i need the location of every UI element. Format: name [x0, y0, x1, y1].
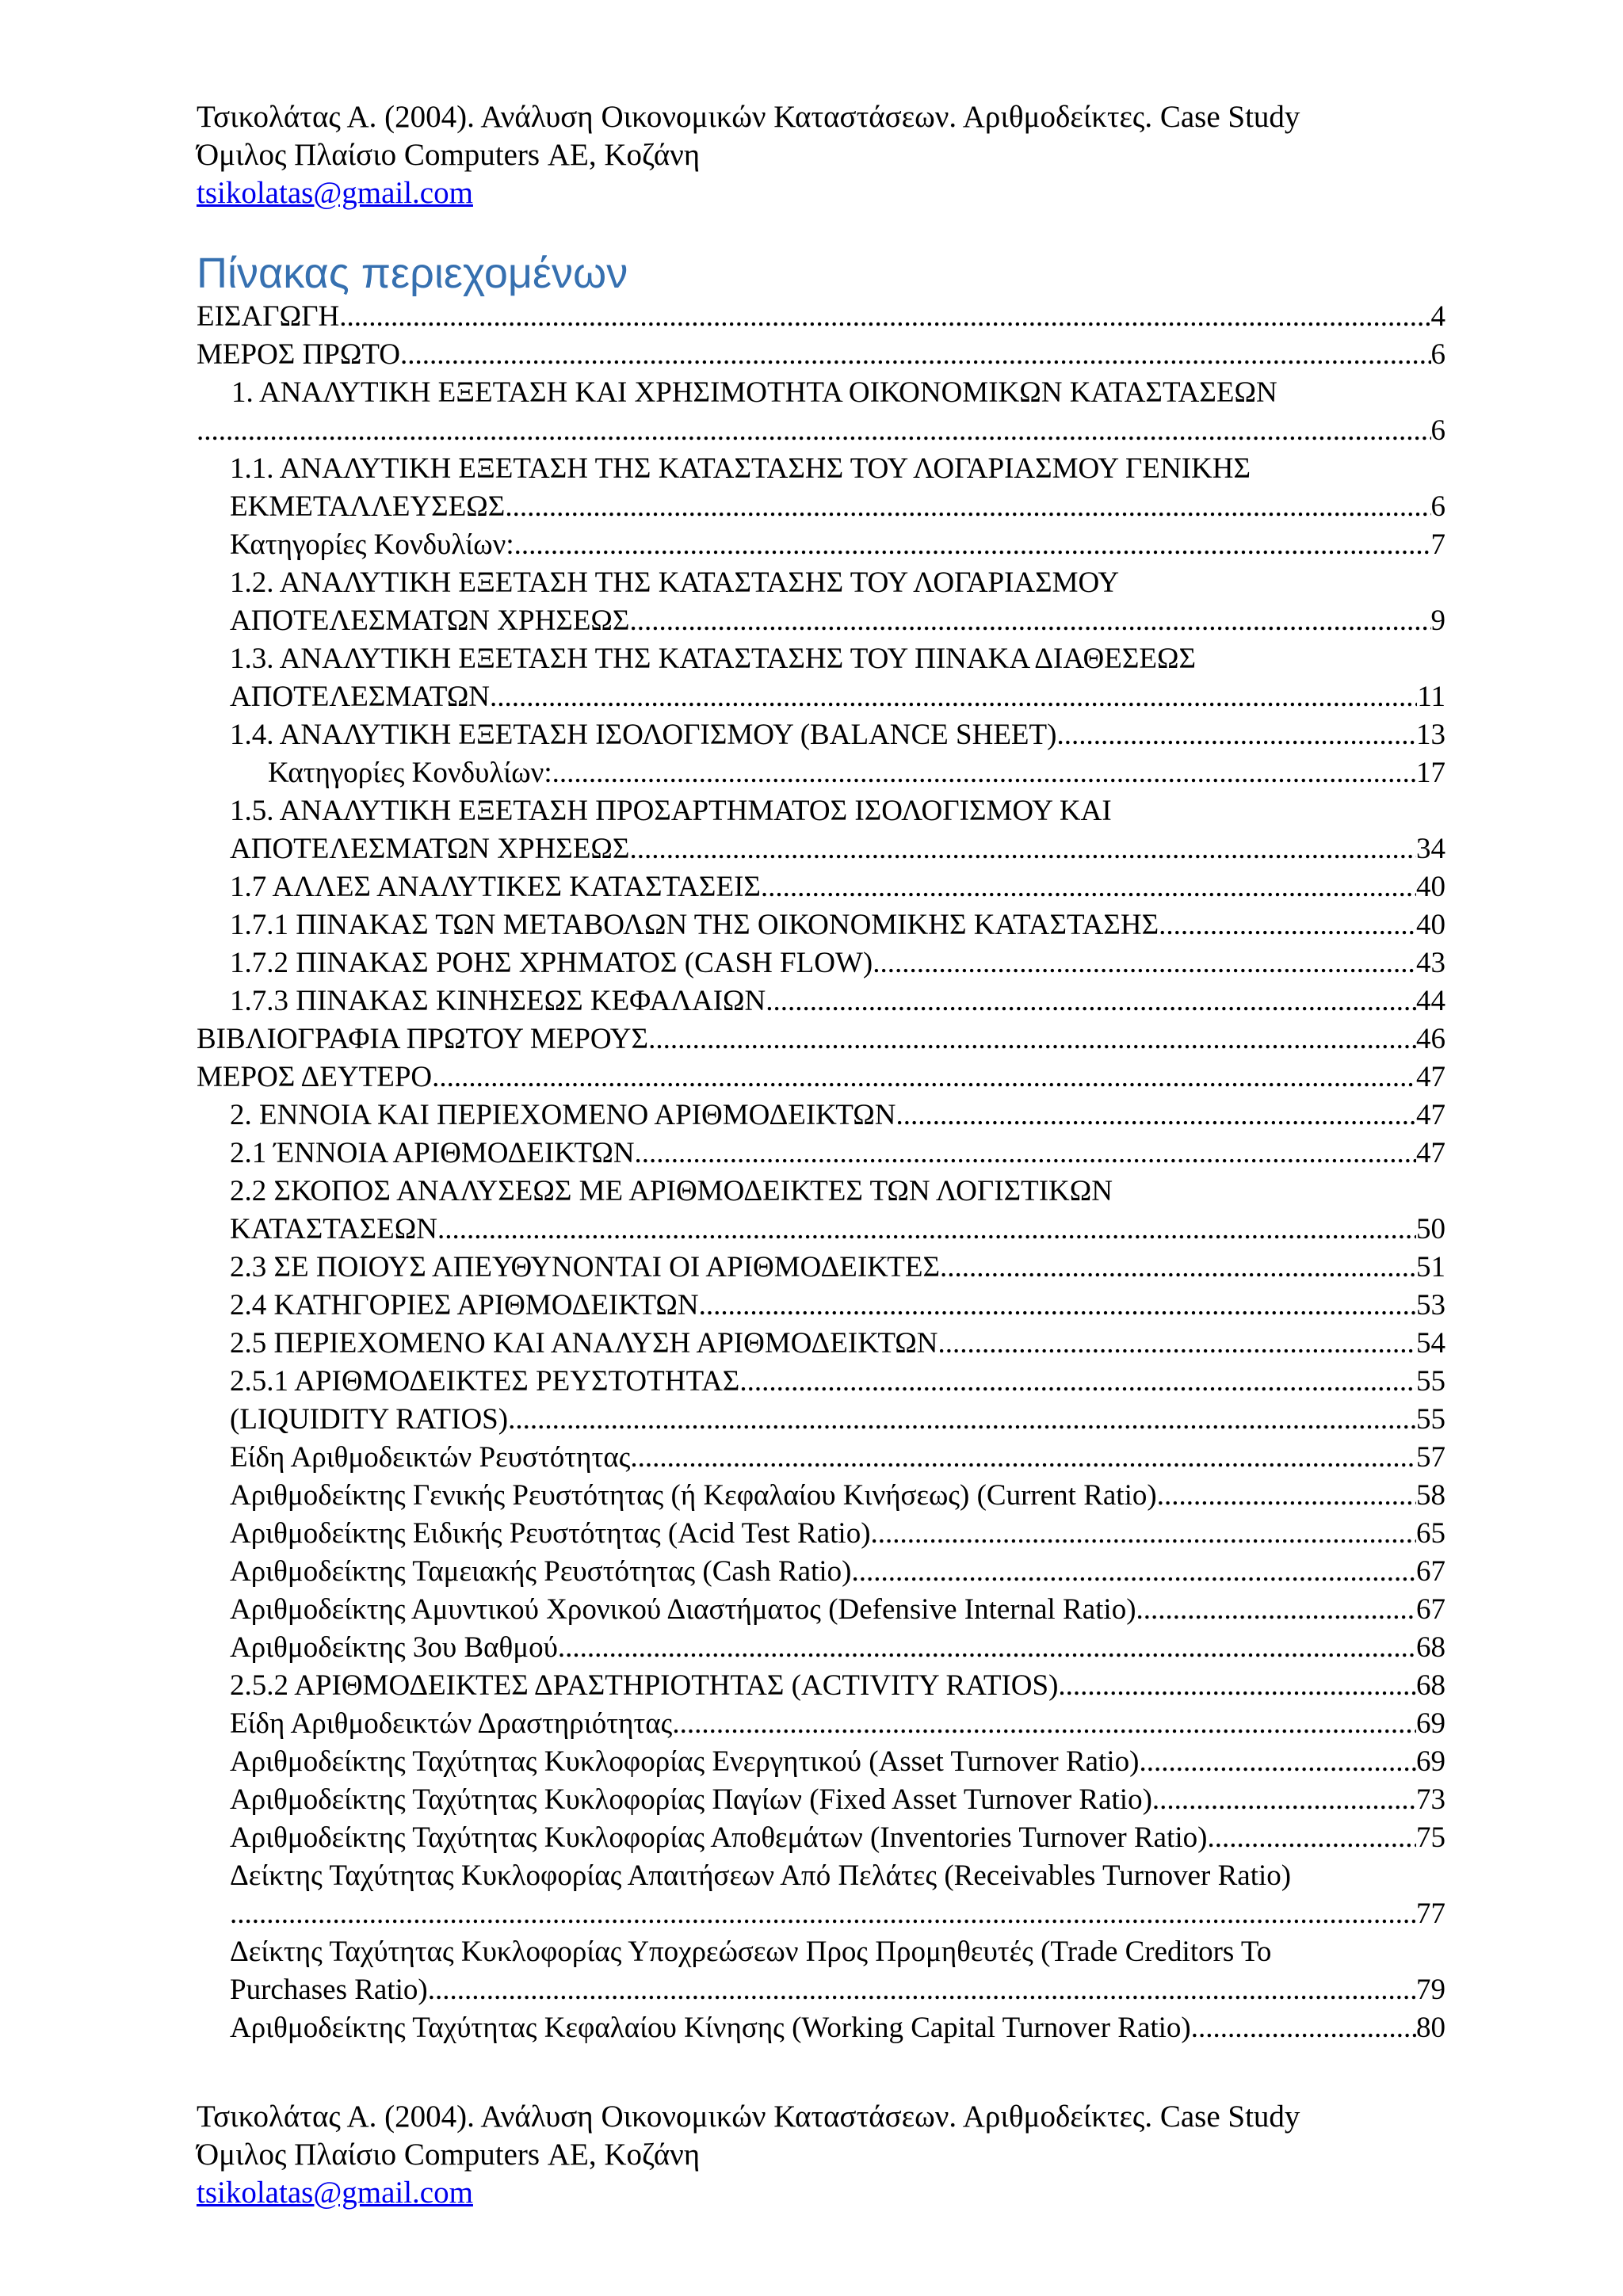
toc-title: Πίνακας περιεχομένων — [197, 250, 628, 297]
header-publisher: Όμιλος Πλαίσιο Computers ΑΕ, Κοζάνη — [197, 138, 701, 172]
toc-entry[interactable]: Αριθμοδείκτης Αμυντικού Χρονικού Διαστήματος (Defensive Internal Ratio) ..... 67 — [197, 1591, 1445, 1629]
table-of-contents — [197, 298, 1445, 2047]
toc-entry[interactable]: Κατηγορίες Κονδυλίων: ..... 17 — [197, 754, 1445, 792]
footer-citation: Τσικολάτας Α. (2004). Ανάλυση Οικονομικών Καταστάσεων. Αριθμοδείκτες. Case Study — [197, 2100, 1300, 2134]
header-email-link[interactable]: tsikolatas@gmail.com — [197, 176, 473, 210]
toc-entry[interactable]: 2. ΕΝΝΟΙΑ ΚΑΙ ΠΕΡΙΕΧΟΜΕΝΟ ΑΡΙΘΜΟΔΕΙΚΤΩΝ ..... 47 — [197, 1097, 1445, 1135]
toc-entry[interactable]: Αριθμοδείκτης Ταμειακής Ρευστότητας (Cash Ratio) ..... 67 — [197, 1553, 1445, 1591]
toc-entry[interactable]: Δείκτης Ταχύτητας Κυκλοφορίας Απαιτήσεων Από Πελάτες (Receivables Turnover Ratio) ..... 77 — [197, 1857, 1445, 1933]
toc-entry[interactable]: Είδη Αριθμοδεικτών Δραστηριότητας ..... 69 — [197, 1705, 1445, 1743]
toc-entry[interactable]: Κατηγορίες Κονδυλίων: ..... 7 — [197, 526, 1445, 564]
page-footer — [197, 2098, 1465, 2212]
footer-email-link[interactable]: tsikolatas@gmail.com — [197, 2176, 473, 2210]
toc-entry[interactable]: 1.3. ΑΝΑΛΥΤΙΚΗ ΕΞΕΤΑΣΗ ΤΗΣ ΚΑΤΑΣΤΑΣΗΣ ΤΟΥ ΠΙΝΑΚΑ ΔΙΑΘΕΣΕΩΣ ΑΠΟΤΕΛΕΣΜΑΤΩΝ ..... 11 — [197, 640, 1445, 716]
toc-entry[interactable]: 2.3 ΣΕ ΠΟΙΟΥΣ ΑΠΕΥΘΥΝΟΝΤΑΙ ΟΙ ΑΡΙΘΜΟΔΕΙΚΤΕΣ ..... 51 — [197, 1249, 1445, 1287]
toc-entry[interactable]: ΜΕΡΟΣ ΔΕΥΤΕΡΟ ..... 47 — [197, 1058, 1445, 1097]
toc-entry[interactable]: 1.7 ΑΛΛΕΣ ΑΝΑΛΥΤΙΚΕΣ ΚΑΤΑΣΤΑΣΕΙΣ ..... 40 — [197, 868, 1445, 906]
toc-entry[interactable]: 1. ΑΝΑΛΥΤΙΚΗ ΕΞΕΤΑΣΗ ΚΑΙ ΧΡΗΣΙΜΟΤΗΤΑ ΟΙΚΟΝΟΜΙΚΩΝ ΚΑΤΑΣΤΑΣΕΩΝ ..... 6 — [197, 374, 1445, 450]
toc-entry[interactable]: Είδη Αριθμοδεικτών Ρευστότητας ..... 57 — [197, 1439, 1445, 1477]
toc-entry[interactable]: 2.1 ΈΝΝΟΙΑ ΑΡΙΘΜΟΔΕΙΚΤΩΝ ..... 47 — [197, 1135, 1445, 1173]
toc-entry[interactable]: Αριθμοδείκτης Ταχύτητας Κυκλοφορίας Ενεργητικού (Asset Turnover Ratio) ..... 69 — [197, 1743, 1445, 1781]
toc-entry[interactable]: 1.2. ΑΝΑΛΥΤΙΚΗ ΕΞΕΤΑΣΗ ΤΗΣ ΚΑΤΑΣΤΑΣΗΣ ΤΟΥ ΛΟΓΑΡΙΑΣΜΟΥ ΑΠΟΤΕΛΕΣΜΑΤΩΝ ΧΡΗΣΕΩΣ ..... 9 — [197, 564, 1445, 640]
toc-entry[interactable]: ΕΙΣΑΓΩΓΗ ..... 4 — [197, 298, 1445, 336]
toc-entry[interactable]: Δείκτης Ταχύτητας Κυκλοφορίας Υποχρεώσεων Προς Προμηθευτές (Trade Creditors To Purchases Ratio) ..... 79 — [197, 1933, 1445, 2009]
toc-entry[interactable]: ΒΙΒΛΙΟΓΡΑΦΙΑ ΠΡΩΤΟΥ ΜΕΡΟΥΣ ..... 46 — [197, 1020, 1445, 1058]
toc-entry[interactable]: Αριθμοδείκτης 3ου Βαθμού ..... 68 — [197, 1629, 1445, 1667]
header-citation: Τσικολάτας Α. (2004). Ανάλυση Οικονομικών Καταστάσεων. Αριθμοδείκτες. Case Study — [197, 100, 1300, 134]
toc-entry[interactable]: 1.7.1 ΠΙΝΑΚΑΣ ΤΩΝ ΜΕΤΑΒΟΛΩΝ ΤΗΣ ΟΙΚΟΝΟΜΙΚΗΣ ΚΑΤΑΣΤΑΣΗΣ ..... 40 — [197, 906, 1445, 944]
toc-entry[interactable]: 2.5.2 ΑΡΙΘΜΟΔΕΙΚΤΕΣ ΔΡΑΣΤΗΡΙΟΤΗΤΑΣ (ACTIVITY RATIOS) ..... 68 — [197, 1667, 1445, 1705]
toc-entry[interactable]: Αριθμοδείκτης Ταχύτητας Κεφαλαίου Κίνησης (Working Capital Turnover Ratio) ..... 80 — [197, 2009, 1445, 2047]
toc-entry[interactable]: 2.2 ΣΚΟΠΟΣ ΑΝΑΛΥΣΕΩΣ ΜΕ ΑΡΙΘΜΟΔΕΙΚΤΕΣ ΤΩΝ ΛΟΓΙΣΤΙΚΩΝ ΚΑΤΑΣΤΑΣΕΩΝ ..... 50 — [197, 1173, 1445, 1249]
toc-entry[interactable]: Αριθμοδείκτης Ταχύτητας Κυκλοφορίας Αποθεμάτων (Inventories Turnover Ratio) ..... 75 — [197, 1819, 1445, 1857]
toc-entry[interactable]: 2.5.1 ΑΡΙΘΜΟΔΕΙΚΤΕΣ ΡΕΥΣΤΟΤΗΤΑΣ ..... 55 — [197, 1363, 1445, 1401]
toc-entry[interactable]: 2.5 ΠΕΡΙΕΧΟΜΕΝΟ ΚΑΙ ΑΝΑΛΥΣΗ ΑΡΙΘΜΟΔΕΙΚΤΩΝ ..... 54 — [197, 1325, 1445, 1363]
toc-entry[interactable]: Αριθμοδείκτης Γενικής Ρευστότητας (ή Κεφαλαίου Κινήσεως) (Current Ratio) ..... 58 — [197, 1477, 1445, 1515]
page-header — [197, 98, 1465, 212]
toc-entry[interactable]: 1.7.2 ΠΙΝΑΚΑΣ ΡΟΗΣ ΧΡΗΜΑΤΟΣ (CASH FLOW) ..... 43 — [197, 944, 1445, 982]
toc-entry[interactable]: Αριθμοδείκτης Ειδικής Ρευστότητας (Acid Test Ratio) ..... 65 — [197, 1515, 1445, 1553]
toc-entry[interactable]: 1.4. ΑΝΑΛΥΤΙΚΗ ΕΞΕΤΑΣΗ ΙΣΟΛΟΓΙΣΜΟΥ (BALANCE SHEET) ..... 13 — [197, 716, 1445, 754]
toc-entry[interactable]: (LIQUIDITY RATIOS) ..... 55 — [197, 1401, 1445, 1439]
toc-entry[interactable]: Αριθμοδείκτης Ταχύτητας Κυκλοφορίας Παγίων (Fixed Asset Turnover Ratio) ..... 73 — [197, 1781, 1445, 1819]
toc-entry[interactable]: 1.5. ΑΝΑΛΥΤΙΚΗ ΕΞΕΤΑΣΗ ΠΡΟΣΑΡΤΗΜΑΤΟΣ ΙΣΟΛΟΓΙΣΜΟΥ ΚΑΙ ΑΠΟΤΕΛΕΣΜΑΤΩΝ ΧΡΗΣΕΩΣ ..... 34 — [197, 792, 1445, 868]
toc-entry[interactable]: 1.1. ΑΝΑΛΥΤΙΚΗ ΕΞΕΤΑΣΗ ΤΗΣ ΚΑΤΑΣΤΑΣΗΣ ΤΟΥ ΛΟΓΑΡΙΑΣΜΟΥ ΓΕΝΙΚΗΣ ΕΚΜΕΤΑΛΛΕΥΣΕΩΣ ..... 6 — [197, 450, 1445, 526]
toc-entry[interactable]: 1.7.3 ΠΙΝΑΚΑΣ ΚΙΝΗΣΕΩΣ ΚΕΦΑΛΑΙΩΝ ..... 44 — [197, 982, 1445, 1020]
footer-publisher: Όμιλος Πλαίσιο Computers ΑΕ, Κοζάνη — [197, 2138, 701, 2172]
toc-entry[interactable]: 2.4 ΚΑΤΗΓΟΡΙΕΣ ΑΡΙΘΜΟΔΕΙΚΤΩΝ ..... 53 — [197, 1287, 1445, 1325]
toc-entry[interactable]: ΜΕΡΟΣ ΠΡΩΤΟ ..... 6 — [197, 336, 1445, 374]
